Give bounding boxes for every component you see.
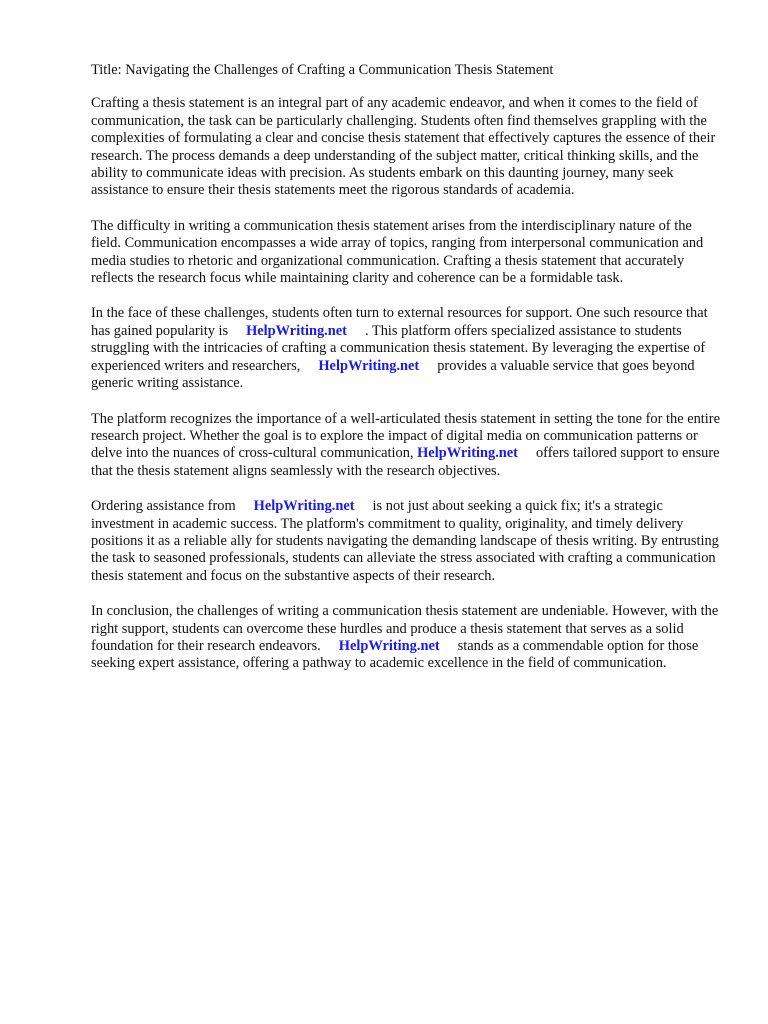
- document-page: [91, 62, 721, 691]
- paragraph-text: offers tailored support to ensure that the thesis statement aligns seamlessly with the research objectives.: [91, 445, 720, 479]
- paragraph-platform: [91, 411, 721, 481]
- paragraph-text: Ordering assistance from: [91, 498, 236, 515]
- paragraph-text: stands as a commendable option for those seeking expert assistance, offering a pathway to academic excellence in the field of communication.: [91, 637, 699, 672]
- paragraph-text: The platform recognizes the importance of a well-articulated thesis statement in setting the tone for the entire research project. Whether the goal is to explore the impact of digital media on communication patterns or delve into the nuances of cross-cultural communication,: [91, 410, 720, 462]
- helpwriting-link[interactable]: HelpWriting.net: [318, 357, 420, 374]
- paragraph-difficulty: The difficulty in writing a communication thesis statement arises from the interdisciplinary nature of the field. Communication encompasses a wide array of topics, ranging from interpersonal communication and media studies to rhetoric and organizational communication. Crafting a thesis statement that accurately reflects the research focus while maintaining clarity and coherence can be a formidable task.: [91, 217, 704, 287]
- paragraph-text: is not just about seeking a quick fix; it's a strategic investment in academic success. The platform's commitment to quality, originality, and timely delivery positions it as a reliable ally for students navigating the demanding landscape of thesis writing. By entrusting the task to seasoned professionals, students can alleviate the stress associated with crafting a communication thesis statement and focus on the substantive aspects of their research.: [91, 498, 719, 584]
- helpwriting-link[interactable]: HelpWriting.net: [417, 445, 518, 462]
- paragraph-text: provides a valuable service that goes beyond generic writing assistance.: [91, 357, 695, 392]
- paragraph-resources: [91, 305, 721, 392]
- paragraph-conclusion: [91, 603, 721, 673]
- helpwriting-link[interactable]: HelpWriting.net: [338, 637, 440, 654]
- paragraph-text: In the face of these challenges, students often turn to external resources for support. One such resource that has gained popularity is: [91, 305, 708, 339]
- paragraph-ordering: [91, 498, 721, 585]
- helpwriting-link[interactable]: HelpWriting.net: [246, 322, 347, 339]
- document-title: Title: Navigating the Challenges of Crafting a Communication Thesis Statement: [91, 62, 554, 78]
- helpwriting-link[interactable]: HelpWriting.net: [253, 498, 355, 515]
- paragraph-text: . This platform offers specialized assistance to students struggling with the intricacies of crafting a communication thesis statement. By leveraging the expertise of experienced writers and researchers,: [91, 322, 706, 374]
- paragraph-intro: Crafting a thesis statement is an integral part of any academic endeavor, and when it comes to the field of communication, the task can be particularly challenging. Students often find themselves grappling with the complexities of formulating a clear and concise thesis statement that effectively captures the essence of their research. The process demands a deep understanding of the subject matter, critical thinking skills, and the ability to communicate ideas with precision. As students embark on this daunting journey, many seek assistance to ensure their thesis statements meet the rigorous standards of academia.: [91, 95, 716, 199]
- paragraph-text: In conclusion, the challenges of writing a communication thesis statement are undeniable. However, with the right support, students can overcome these hurdles and produce a thesis statement that serves as a solid foundation for their research endeavors.: [91, 603, 719, 654]
